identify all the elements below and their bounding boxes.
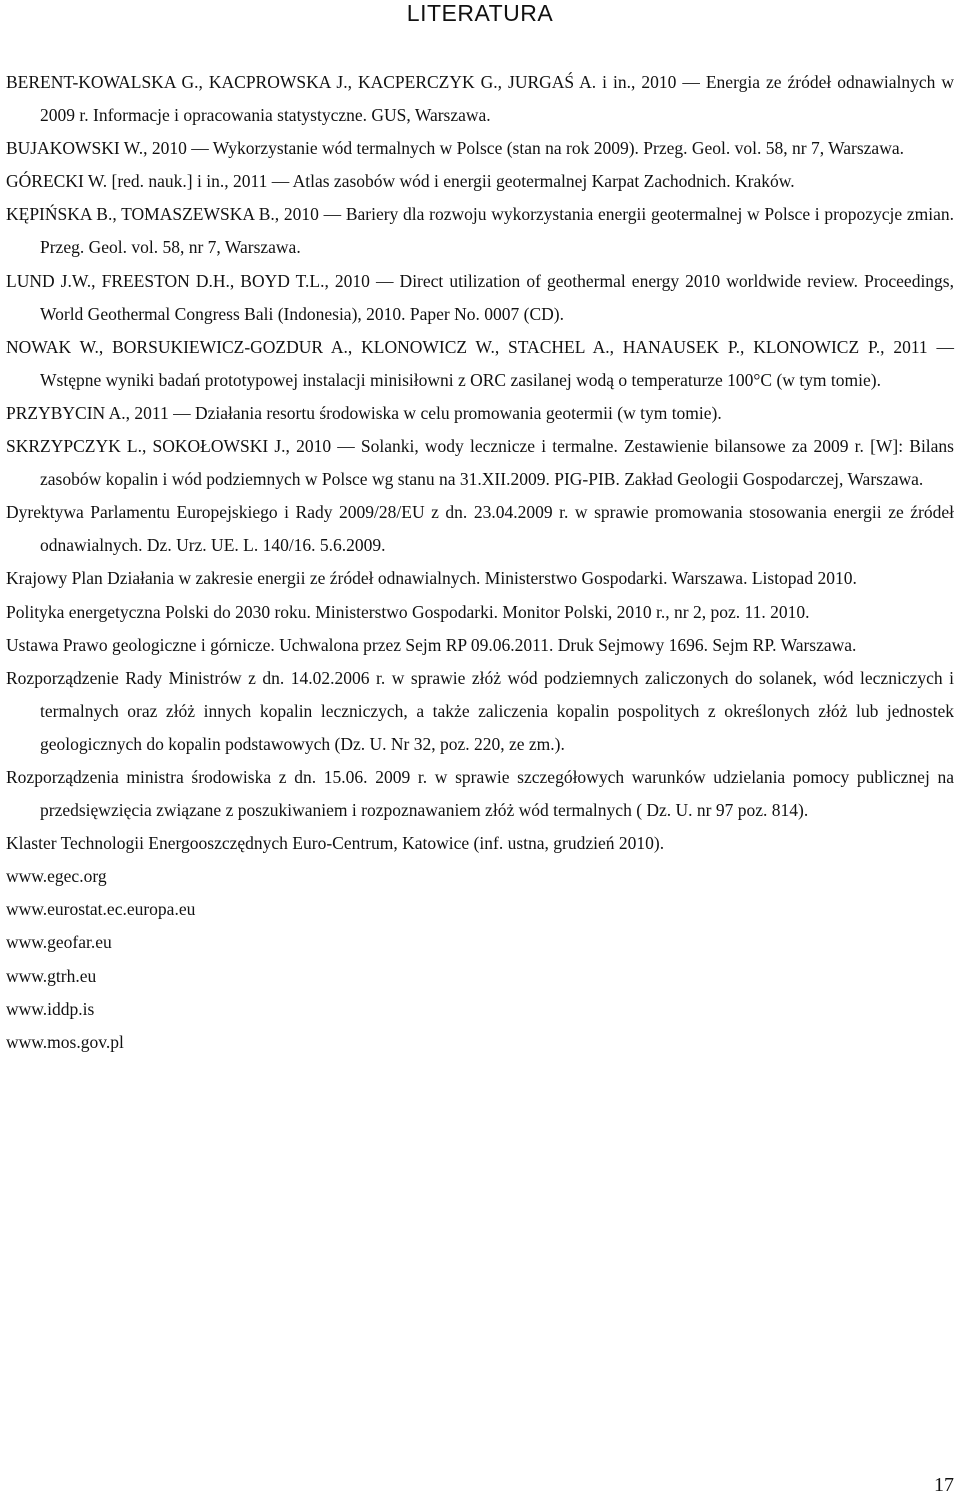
reference-item: LUND J.W., FREESTON D.H., BOYD T.L., 2010 — Direct utilization of geothermal energy 2010 worldwide review. Proceedings, World Geothermal Congress Bali (Indonesia), 2010. Paper No. 0007 (CD). [6,270,954,324]
reference-list [6,66,954,1059]
reference-item: BERENT-KOWALSKA G., KACPROWSKA J., KACPERCZYK G., JURGAŚ A. i in., 2010 — Energia ze źródeł odnawialnych w 2009 r. Informacje i opracowania statystyczne. GUS, Warszawa. [6,72,954,126]
reference-item: Polityka energetyczna Polski do 2030 roku. Ministerstwo Gospodarki. Monitor Polski, 2010 r., nr 2, poz. 11. 2010. [6,601,810,622]
reference-url[interactable]: www.egec.org [6,866,107,887]
reference-item: KĘPIŃSKA B., TOMASZEWSKA B., 2010 — Bariery dla rozwoju wykorzystania energii geotermalnej w Polsce i propozycje zmian. Przeg. Geol. vol. 58, nr 7, Warszawa. [6,204,954,258]
reference-item: PRZYBYCIN A., 2011 — Działania resortu środowiska w celu promowania geotermii (w tym tomie). [6,402,722,423]
reference-item: NOWAK W., BORSUKIEWICZ-GOZDUR A., KLONOWICZ W., STACHEL A., HANAUSEK P., KLONOWICZ P., 2011 — Wstępne wyniki badań prototypowej instalacji minisiłowni z ORC zasilanej wodą o temperaturze 100°C (w tym tomie). [6,336,954,390]
reference-url[interactable]: www.gtrh.eu [6,965,97,986]
page-title: LITERATURA [406,0,554,26]
reference-item: Krajowy Plan Działania w zakresie energii ze źródeł odnawialnych. Ministerstwo Gospodarki. Warszawa. Listopad 2010. [6,568,857,589]
reference-item: Klaster Technologii Energooszczędnych Euro-Centrum, Katowice (inf. ustna, grudzień 2010). [6,833,665,854]
reference-item: SKRZYPCZYK L., SOKOŁOWSKI J., 2010 — Solanki, wody lecznicze i termalne. Zestawienie bilansowe za 2009 r. [W]: Bilans zasobów kopalin i wód podziemnych w Polsce wg stanu na 31.XII.2009. PIG-PIB. Zakład Geologii Gospodarczej, Warszawa. [6,436,954,490]
reference-item: Rozporządzenia ministra środowiska z dn. 15.06. 2009 r. w sprawie szczegółowych warunków udzielania pomocy publicznej na przedsięwzięcia związane z poszukiwaniem i rozpoznawaniem złóż wód termalnych ( Dz. U. nr 97 poz. 814). [6,766,954,821]
reference-url[interactable]: www.geofar.eu [6,932,112,953]
reference-item: Rozporządzenie Rady Ministrów z dn. 14.02.2006 r. w sprawie złóż wód podziemnych zaliczonych do solanek, wód leczniczych i termalnych oraz złóż innych kopalin leczniczych, a także zaliczenia kopalin pospolitych z określonych złóż lub jednostek geologicznych do kopalin podstawowych (Dz. U. Nr 32, poz. 220, ze zm.). [6,667,954,754]
reference-item: GÓRECKI W. [red. nauk.] i in., 2011 — Atlas zasobów wód i energii geotermalnej Karpat Zachodnich. Kraków. [6,171,795,192]
page-number: 17 [934,1474,954,1496]
reference-url[interactable]: www.iddp.is [6,998,95,1019]
reference-url[interactable]: www.mos.gov.pl [6,1031,124,1052]
reference-url[interactable]: www.eurostat.ec.europa.eu [6,899,196,920]
reference-item: Dyrektywa Parlamentu Europejskiego i Rady 2009/28/EU z dn. 23.04.2009 r. w sprawie promowania stosowania energii ze źródeł odnawialnych. Dz. Urz. UE. L. 140/16. 5.6.2009. [6,502,954,556]
reference-item: Ustawa Prawo geologiczne i górnicze. Uchwalona przez Sejm RP 09.06.2011. Druk Sejmowy 1696. Sejm RP. Warszawa. [6,634,857,655]
reference-item: BUJAKOWSKI W., 2010 — Wykorzystanie wód termalnych w Polsce (stan na rok 2009). Przeg. Geol. vol. 58, nr 7, Warszawa. [6,138,904,159]
